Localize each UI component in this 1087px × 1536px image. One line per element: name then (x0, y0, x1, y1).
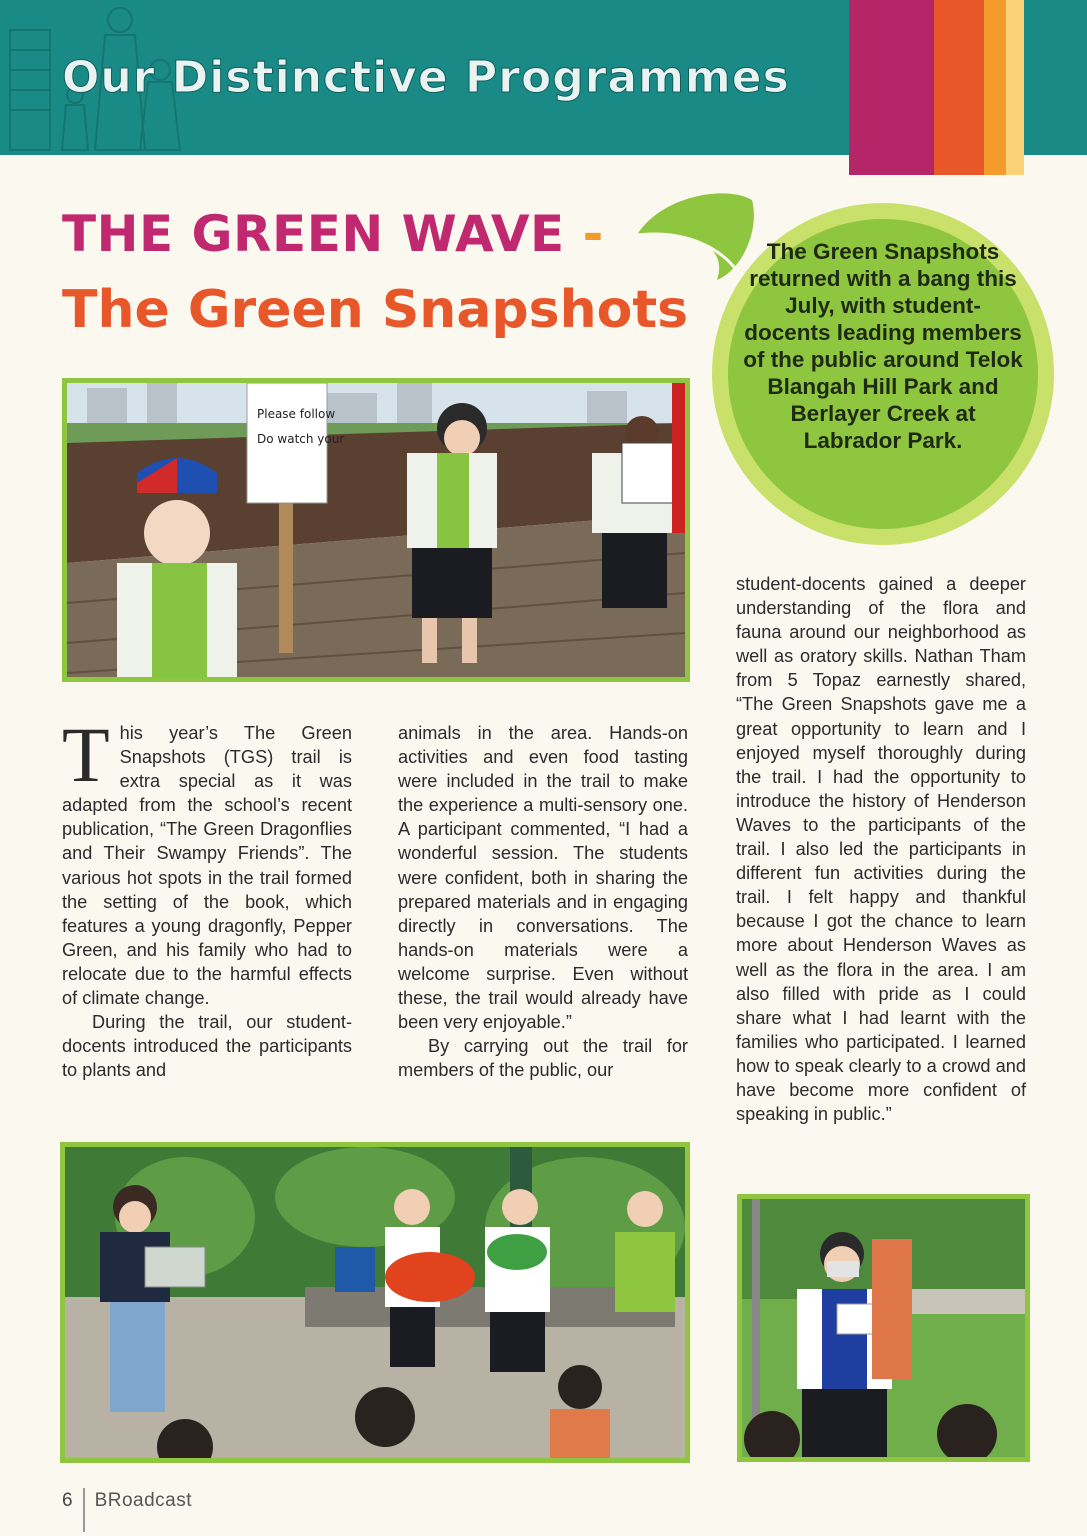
drop-cap: T (62, 711, 110, 798)
photo-boardwalk (62, 378, 690, 682)
text-column-1 (62, 711, 352, 1082)
col2-paragraph-2: By carrying out the trail for members of the public, our (398, 1036, 688, 1081)
text-column-3 (736, 572, 1026, 1126)
section-title: Our Distinctive Programmes (62, 52, 790, 103)
article-title-line1 (62, 205, 604, 263)
title-main: THE GREEN WAVE (62, 205, 565, 263)
callout-text: The Green Snapshots returned with a bang this July, with student-docents leading members of the public around Telok Blangah Hill Park and Berlayer Creek at Labrador Park. (743, 239, 1023, 453)
col1-paragraph-1: his year’s The Green Snapshots (TGS) trail is extra special as it was adapted from the school’s recent publication, “The Green Dragonflies and Their Swampy Friends”. The various hot spots in the trail formed the setting of the book, which features a young dragonfly, Pepper Green, and his family who had to relocate due to the harmful effects of climate change. (62, 723, 352, 1009)
article-title-line2: The Green Snapshots (62, 280, 689, 340)
photo-student-speaking (737, 1194, 1030, 1462)
accent-stripe-amber (984, 0, 1006, 175)
accent-stripe-yellow (1006, 0, 1024, 175)
col2-paragraph-1: animals in the area. Hands-on activities and even food tasting were included in the trail to make the experience a multi-sensory one. A participant commented, “I had a wonderful session. The students were confident, both in sharing the prepared materials and in engaging directly in conversations. The hands-on materials were a welcome surprise. Even without these, the trail would already have been very enjoyable.” (398, 723, 688, 1033)
sign-text-2: Do watch your (257, 432, 345, 446)
footer-divider (83, 1488, 85, 1532)
accent-stripe-magenta (849, 0, 934, 175)
text-column-2 (398, 721, 688, 1082)
publication-name: BRoadcast (94, 1490, 193, 1511)
page-number: 6 (62, 1490, 73, 1511)
sign-text-1: Please follow (257, 407, 336, 421)
footer (62, 1490, 192, 1534)
col1-paragraph-2: During the trail, our student-docents introduced the participants to plants and (62, 1012, 352, 1081)
col3-paragraph-1: student-docents gained a deeper understanding of the flora and fauna around our neighborhood as well as oratory skills. Nathan Tham from 5 Topaz earnestly shared, “The Green Snapshots gave me a great opportunity to learn and I enjoyed myself thoroughly during the trail. I had the opportunity to introduce the history of Henderson Waves to the participants of the trail. I also led the participants in different fun activities during the trail. I felt happy and thankful because I got the chance to learn more about Henderson Waves as well as the flora in the area. I am also filled with pride as I could share what I had learnt with the families who participated. I learned how to speak clearly to a crowd and have become more confident of speaking in public.” (736, 574, 1026, 1125)
title-dash: - (582, 205, 604, 263)
accent-stripe-orange (934, 0, 984, 175)
photo-park-group (60, 1142, 690, 1463)
